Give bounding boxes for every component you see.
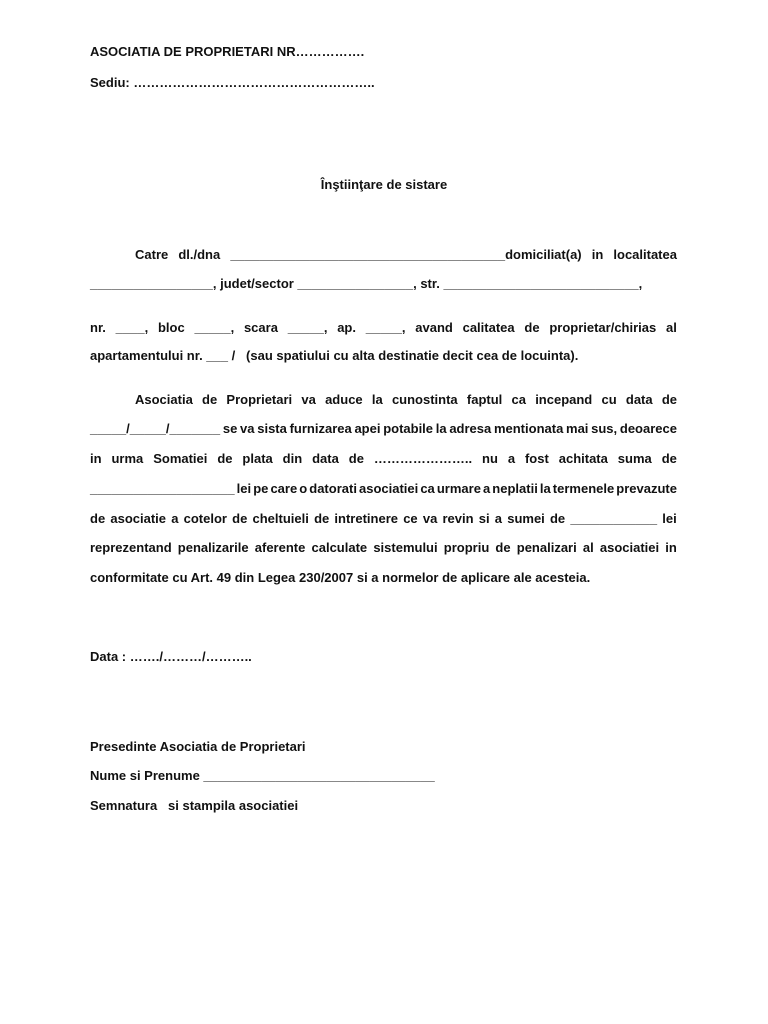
- p1-line1: Catre dl./dna ______________________________________domiciliat(a) in localitatea: [135, 247, 677, 262]
- p2-line5: de asociatie a cotelor de cheltuieli de intretinere ce va revin si a sumei de ____________ lei: [90, 511, 677, 526]
- name-line: Nume si Prenume ________________________________: [90, 768, 435, 783]
- p2-line7: conformitate cu Art. 49 din Legea 230/2007 si a normelor de aplicare ale acesteia.: [90, 570, 591, 585]
- p1-line2: _________________, judet/sector ________________, str. ___________________________,: [90, 276, 643, 291]
- president-label: Presedinte Asociatia de Proprietari: [90, 739, 306, 754]
- association-line: ASOCIATIA DE PROPRIETARI NR…………….: [90, 44, 365, 59]
- date-line: Data : ……./………/………..: [90, 649, 252, 664]
- p2-line4: ____________________ lei pe care o datorati asociatiei ca urmare a neplatii la termenele prevazute: [90, 481, 677, 496]
- p2-line1: Asociatia de Proprietari va aduce la cunostinta faptul ca incepand cu data de: [135, 392, 677, 407]
- p1-line3: nr. ____, bloc _____, scara _____, ap. _____, avand calitatea de proprietar/chirias al: [90, 320, 677, 335]
- p2-line6: reprezentand penalizarile aferente calculate sistemului propriu de penalizari al asociatiei in: [90, 540, 677, 555]
- signature-line: Semnatura si stampila asociatiei: [90, 798, 299, 813]
- document-title: Înştiinţare de sistare: [320, 177, 448, 192]
- p2-line3: in urma Somatiei de plata din data de ………………….. nu a fost achitata suma de: [90, 451, 677, 466]
- sediu-line: Sediu: ………………………………………………..: [90, 75, 375, 90]
- p2-line2: _____/_____/_______ se va sista furnizarea apei potabile la adresa mentionata mai sus, deoarece: [90, 421, 677, 436]
- p1-line4: apartamentului nr. ___ / (sau spatiului cu alta destinatie decit cea de locuinta).: [90, 348, 579, 363]
